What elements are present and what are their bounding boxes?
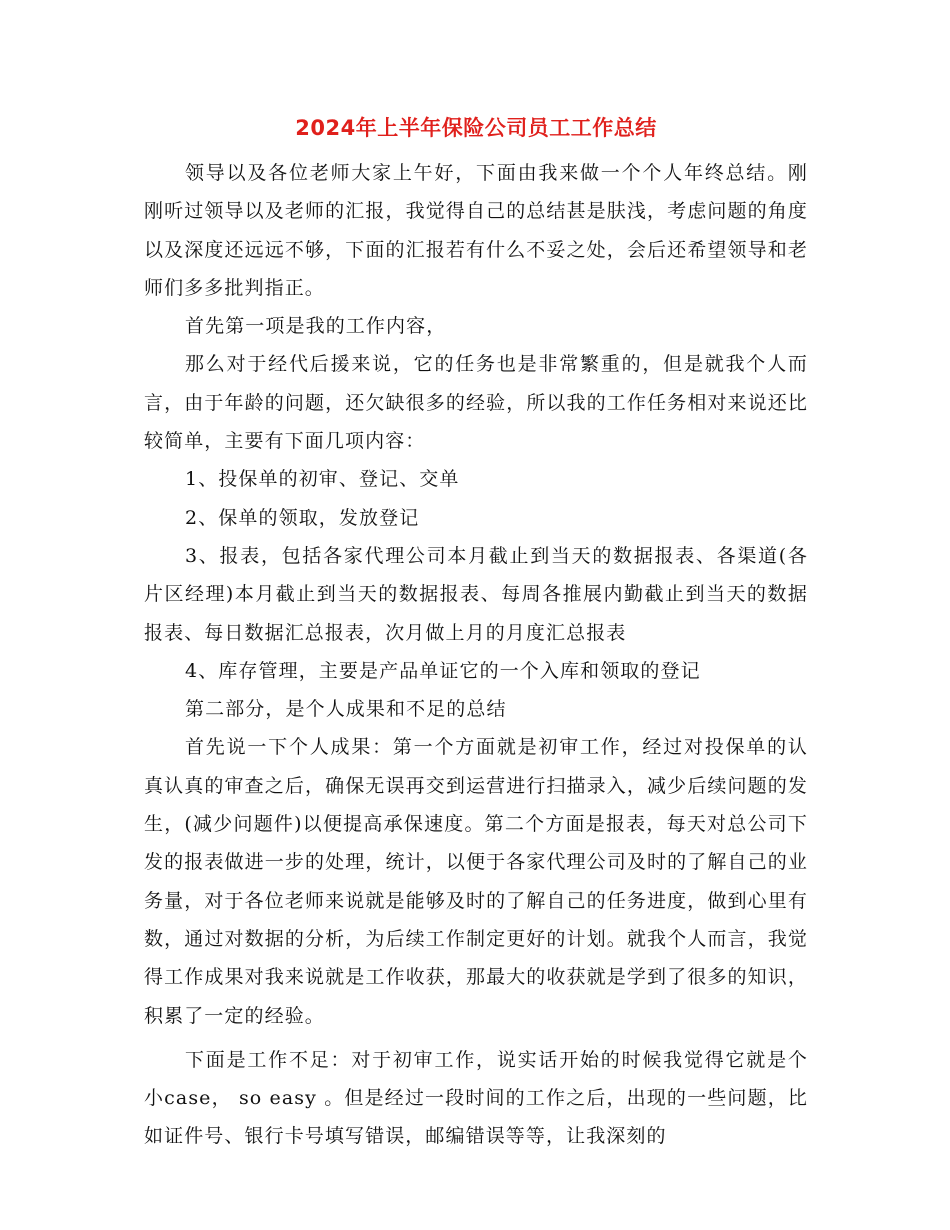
document-page (144, 110, 808, 1156)
paragraph-shortcomings: 下面是工作不足：对于初审工作，说实话开始的时候我觉得它就是个小case， so easy 。但是经过一段时间的工作之后，出现的一些问题，比如证件号、银行卡号填写错误，邮编错误等等，让我深刻的 (144, 1048, 808, 1148)
list-item-3: 3、报表，包括各家代理公司本月截止到当天的数据报表、各渠道(各片区经理)本月截止到当天的数据报表、每周各推展内勤截止到当天的数据报表、每日数据汇总报表，次月做上月的月度汇总报表 (144, 544, 808, 644)
paragraph-achievements: 首先说一下个人成果：第一个方面就是初审工作，经过对投保单的认真认真的审查之后，确保无误再交到运营进行扫描录入，减少后续问题的发生，(减少问题件)以便提高承保速度。第二个方面是报表，每天对总公司下发的报表做进一步的处理，统计，以便于各家代理公司及时的了解自己的业务量，对于各位老师来说就是能够及时的了解自己的任务进度，做到心里有数，通过对数据的分析，为后续工作制定更好的计划。就我个人而言，我觉得工作成果对我来说就是工作收获，那最大的收获就是学到了很多的知识，积累了一定的经验。 (144, 736, 808, 1027)
list-item-4: 4、库存管理，主要是产品单证它的一个入库和领取的登记 (185, 659, 701, 682)
list-item-2: 2、保单的领取，发放登记 (185, 506, 420, 529)
paragraph-work-overview: 那么对于经代后援来说，它的任务也是非常繁重的，但是就我个人而言，由于年龄的问题，还欠缺很多的经验，所以我的工作任务相对来说还比较简单，主要有下面几项内容： (144, 353, 808, 453)
paragraph-work-content-heading: 首先第一项是我的工作内容， (185, 315, 447, 338)
paragraph-part-two-heading: 第二部分，是个人成果和不足的总结 (185, 698, 507, 721)
paragraph-greeting: 领导以及各位老师大家上午好，下面由我来做一个个人年终总结。刚刚听过领导以及老师的汇报，我觉得自己的总结甚是肤浅，考虑问题的角度以及深度还远远不够，下面的汇报若有什么不妥之处，会后还希望领导和老师们多多批判指正。 (144, 162, 808, 299)
document-title: 2024年上半年保险公司员工工作总结 (295, 116, 657, 140)
list-item-1: 1、投保单的初审、登记、交单 (185, 468, 460, 491)
